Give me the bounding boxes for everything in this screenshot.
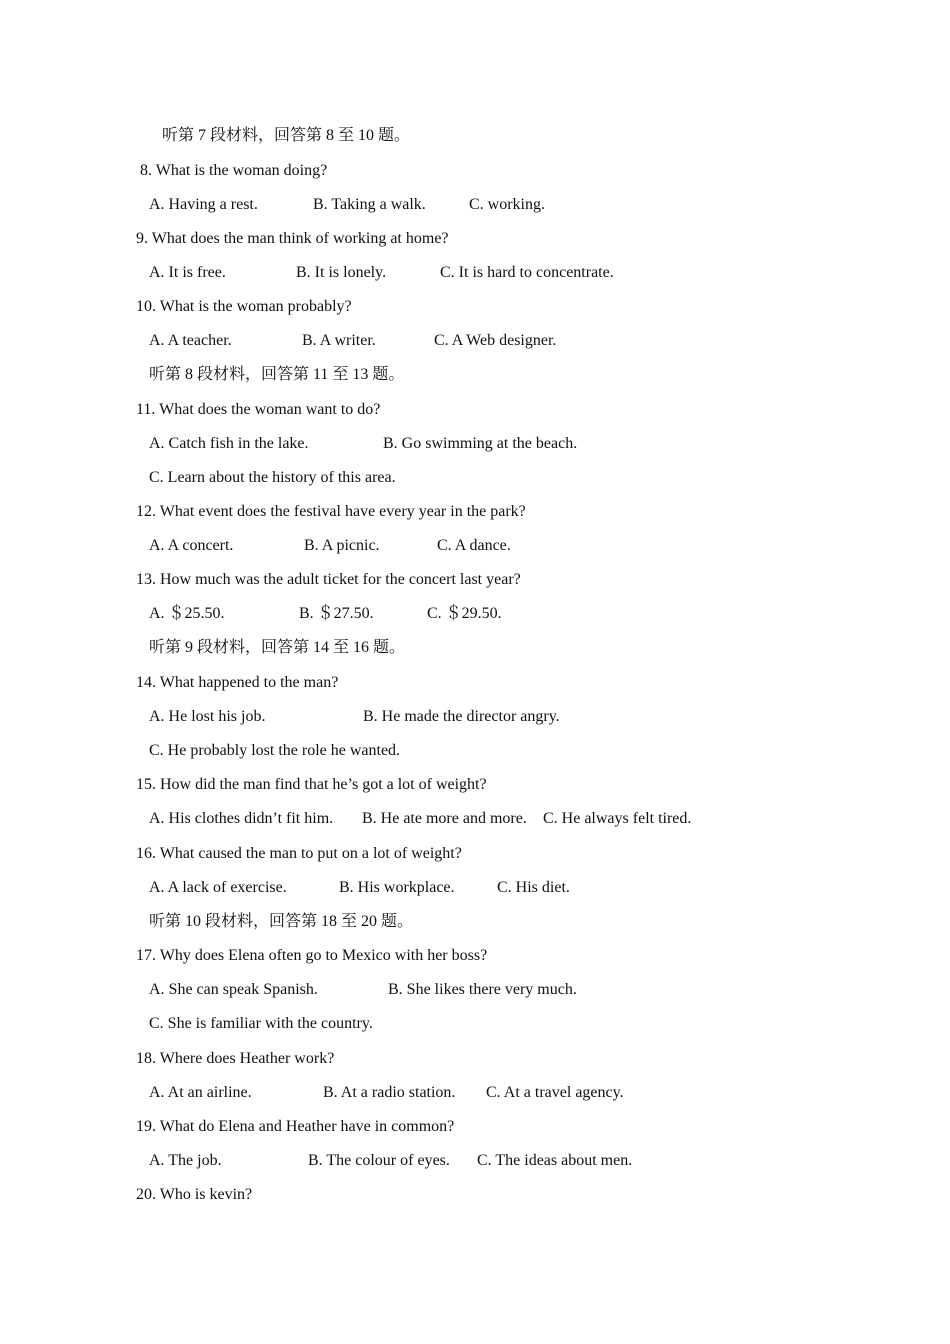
option-a: A. He lost his job.: [149, 708, 266, 725]
option-b: B. At a radio station.: [323, 1084, 456, 1101]
question-text: 20. Who is kevin?: [136, 1186, 253, 1203]
option-a: A. The job.: [149, 1152, 222, 1169]
option-b: B. ＄27.50.: [299, 605, 374, 622]
option-a: C. He probably lost the role he wanted.: [149, 742, 401, 759]
question-text: 11. What does the woman want to do?: [136, 401, 381, 418]
option-c: C. working.: [469, 196, 545, 213]
option-c: C. A dance.: [437, 537, 511, 554]
option-a: A. Having a rest.: [149, 196, 258, 213]
option-c: C. It is hard to concentrate.: [440, 264, 614, 281]
option-a: A. A lack of exercise.: [149, 879, 287, 896]
option-a: C. She is familiar with the country.: [149, 1015, 373, 1032]
question-text: 15. How did the man find that he’s got a lot of weight?: [136, 776, 487, 793]
option-c: C. The ideas about men.: [477, 1152, 633, 1169]
option-a: A. She can speak Spanish.: [149, 981, 318, 998]
option-c: C. At a travel agency.: [486, 1084, 624, 1101]
question-text: 17. Why does Elena often go to Mexico with her boss?: [136, 947, 488, 964]
option-c: C. ＄29.50.: [427, 605, 502, 622]
option-b: B. It is lonely.: [296, 264, 387, 281]
option-b: B. The colour of eyes.: [308, 1152, 450, 1169]
question-text: 14. What happened to the man?: [136, 674, 339, 691]
option-c: C. A Web designer.: [434, 332, 557, 349]
option-a: C. Learn about the history of this area.: [149, 469, 396, 486]
section-instruction: 听第 10 段材料，回答第 18 至 20 题。: [149, 913, 414, 930]
section-instruction: 听第 8 段材料，回答第 11 至 13 题。: [149, 366, 405, 383]
option-a: A. A teacher.: [149, 332, 232, 349]
question-text: 10. What is the woman probably?: [136, 298, 352, 315]
option-b: B. A writer.: [302, 332, 376, 349]
question-text: 13. How much was the adult ticket for the concert last year?: [136, 571, 521, 588]
option-b: B. She likes there very much.: [388, 981, 577, 998]
question-text: 18. Where does Heather work?: [136, 1050, 335, 1067]
section-instruction: 听第 7 段材料，回答第 8 至 10 题。: [162, 127, 411, 144]
option-c: C. He always felt tired.: [543, 810, 692, 827]
question-text: 9. What does the man think of working at home?: [136, 230, 449, 247]
option-a: A. It is free.: [149, 264, 226, 281]
option-b: B. He made the director angry.: [363, 708, 560, 725]
option-b: B. A picnic.: [304, 537, 380, 554]
option-a: A. Catch fish in the lake.: [149, 435, 309, 452]
question-text: 19. What do Elena and Heather have in common?: [136, 1118, 455, 1135]
question-text: 16. What caused the man to put on a lot of weight?: [136, 845, 462, 862]
question-text: 8. What is the woman doing?: [140, 162, 328, 179]
option-a: A. At an airline.: [149, 1084, 252, 1101]
option-c: C. His diet.: [497, 879, 570, 896]
option-b: B. His workplace.: [339, 879, 455, 896]
option-a: A. A concert.: [149, 537, 234, 554]
option-a: A. ＄25.50.: [149, 605, 225, 622]
option-b: B. Go swimming at the beach.: [383, 435, 578, 452]
option-a: A. His clothes didn’t fit him.: [149, 810, 334, 827]
option-b: B. He ate more and more.: [362, 810, 527, 827]
question-text: 12. What event does the festival have every year in the park?: [136, 503, 526, 520]
option-b: B. Taking a walk.: [313, 196, 426, 213]
section-instruction: 听第 9 段材料，回答第 14 至 16 题。: [149, 639, 406, 656]
